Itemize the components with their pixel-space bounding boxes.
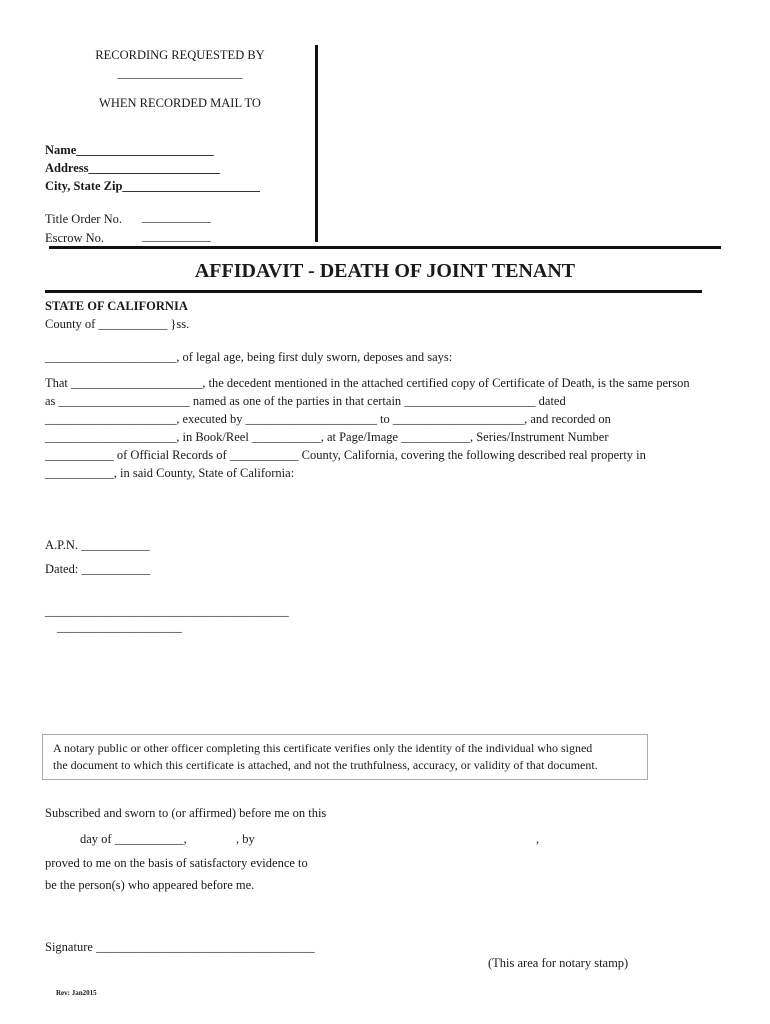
body-line-6: ___________, in said County, State of California:: [45, 466, 295, 480]
jurat-day-of: day of ___________,: [80, 832, 187, 846]
when-recorded-mail-to-label: WHEN RECORDED MAIL TO: [99, 96, 261, 110]
notary-stamp-area-label: (This area for notary stamp): [488, 956, 629, 970]
mail-to-address-field: Address_____________________: [45, 161, 220, 175]
notary-notice-line-1: A notary public or other officer completing this certificate verifies only the identity of the individual who signed: [53, 741, 593, 755]
escrow-blank: ___________: [142, 229, 211, 243]
notary-notice-line-2: the document to which this certificate is attached, and not the truthfulness, accuracy, or validity of that document.: [53, 758, 598, 772]
body-line-3: _____________________, executed by _____________________ to _____________________, and recorded on: [45, 412, 611, 426]
jurat-by: , by: [236, 832, 255, 846]
title-underline: [45, 290, 702, 293]
document-title: AFFIDAVIT - DEATH OF JOINT TENANT: [194, 260, 576, 282]
recording-divider-vertical: [315, 45, 318, 242]
notary-signature-line: Signature ___________________________________: [45, 940, 315, 954]
dated-field: Dated: ___________: [45, 562, 151, 576]
recording-requested-by-blank: ____________________: [117, 66, 243, 80]
mail-to-city-state-zip-field: City, State Zip______________________: [45, 179, 260, 193]
jurat-line-1: Subscribed and sworn to (or affirmed) before me on this: [45, 806, 327, 820]
jurat-comma: ,: [536, 832, 540, 846]
affiant-name-line: ____________________: [57, 620, 182, 634]
body-line-2: as _____________________ named as one of the parties in that certain _____________________ dated: [45, 394, 566, 408]
affiant-line: _____________________, of legal age, being first duly sworn, deposes and says:: [45, 350, 453, 364]
jurat-line-3: proved to me on the basis of satisfactory evidence to: [45, 856, 308, 870]
title-order-blank: ___________: [142, 210, 211, 224]
jurat-line-4: be the person(s) who appeared before me.: [45, 878, 255, 892]
recording-requested-by-label: RECORDING REQUESTED BY: [95, 48, 265, 62]
venue-state: STATE OF CALIFORNIA: [45, 299, 188, 313]
venue-county: County of ___________ }ss.: [45, 317, 190, 331]
body-line-4: _____________________, in Book/Reel ___________, at Page/Image ___________, Series/Instrument Number: [45, 430, 609, 444]
mail-to-name-field: Name______________________: [45, 143, 214, 157]
escrow-label: Escrow No.: [45, 231, 105, 245]
revision-label: Rev: Jan2015: [56, 989, 97, 997]
body-line-1: That _____________________, the decedent mentioned in the attached certified copy of Certificate of Death, is the same person: [45, 376, 690, 390]
affiant-signature-line: _______________________________________: [45, 604, 289, 618]
header-divider-top: [49, 246, 721, 249]
notary-notice-box: [42, 734, 648, 780]
apn-field: A.P.N. ___________: [45, 538, 150, 552]
body-line-5: ___________ of Official Records of ___________ County, California, covering the following described real property in: [45, 448, 646, 462]
title-order-label: Title Order No.: [45, 212, 122, 226]
